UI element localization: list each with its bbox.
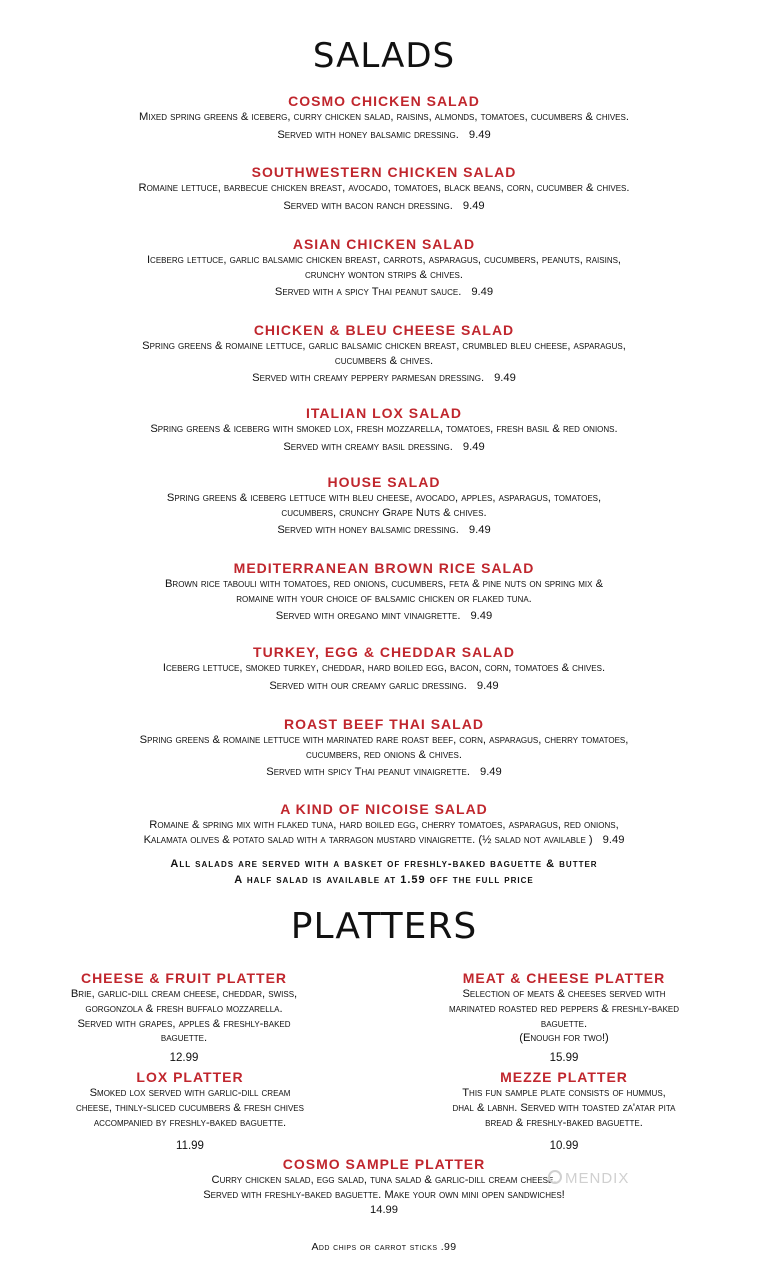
salad-dressing: Served with creamy peppery parmesan dressing. 9.49: [252, 372, 516, 384]
platter-description: bread & freshly-baked baguette.: [485, 1116, 643, 1129]
platter-item: [40, 1068, 340, 1152]
salad-price: 9.49: [468, 128, 491, 141]
platter-description: Curry chicken salad, egg salad, tuna salad & garlic-dill cream cheese.: [211, 1174, 557, 1186]
platter-description: gorgonzola & fresh buffalo mozzarella.: [85, 1002, 283, 1015]
platter-description: Smoked lox served with garlic-dill cream: [89, 1087, 291, 1099]
salad-price: 9.49: [462, 440, 485, 453]
platter-description: dhal & labnh. Served with toasted za'atar pita: [452, 1101, 676, 1114]
salad-description: Spring greens & romaine lettuce with marinated rare roast beef, corn, asparagus, cherry tomatoes,: [139, 734, 629, 746]
salad-notes: [40, 856, 728, 888]
salad-item: [40, 321, 728, 386]
platter-description: Brie, garlic-dill cream cheese, cheddar, swiss,: [70, 988, 298, 1000]
platters-heading: PLATTERS: [290, 906, 478, 947]
platter-price: 10.99: [549, 1140, 579, 1153]
salad-description: cucumbers, crunchy Grape Nuts & chives.: [281, 506, 487, 519]
platter-description: marinated roasted red peppers & freshly-baked: [448, 1002, 680, 1015]
salad-item: [40, 559, 728, 624]
salad-name: ITALIAN LOX SALAD: [306, 405, 462, 421]
salad-item: [40, 715, 728, 780]
salad-dressing: Served with bacon ranch dressing. 9.49: [283, 199, 485, 212]
watermark: MENDIX: [548, 1170, 629, 1187]
salad-description: Brown rice tabouli with tomatoes, red onions, cucumbers, feta & pine nuts on spring mix &: [164, 578, 604, 590]
salad-item: [40, 404, 728, 454]
platter-price: 12.99: [169, 1052, 199, 1065]
salad-description: cucumbers & chives.: [334, 354, 434, 367]
salad-name: SOUTHWESTERN CHICKEN SALAD: [251, 164, 517, 180]
platter-description: Served with grapes, apples & freshly-baked: [77, 1017, 291, 1030]
salad-dressing: Served with spicy Thai peanut vinaigrette. 9.49: [266, 766, 502, 778]
salad-description: Romaine lettuce, barbecue chicken breast, avocado, tomatoes, black beans, corn, cucumber & chives.: [138, 182, 630, 194]
salad-name: ASIAN CHICKEN SALAD: [292, 236, 476, 252]
platter-description: baguette.: [540, 1017, 588, 1030]
platter-price: 11.99: [176, 1140, 204, 1153]
salad-price: 9.49: [602, 833, 625, 846]
salad-name: MEDITERRANEAN BROWN RICE SALAD: [233, 560, 535, 576]
salad-price: 9.49: [476, 679, 499, 692]
salad-name: CHICKEN & BLEU CHEESE SALAD: [253, 322, 515, 338]
platter-description: baguette.: [160, 1032, 208, 1045]
salad-note: A half salad is available at 1.59 off the full price: [234, 874, 534, 886]
salad-name: COSMO CHICKEN SALAD: [288, 93, 480, 109]
salad-description: cucumbers, red onions & chives.: [306, 748, 462, 761]
platter-name: COSMO SAMPLE PLATTER: [282, 1156, 486, 1172]
salad-name: ROAST BEEF THAI SALAD: [284, 716, 484, 732]
salad-dressing: Served with creamy basil dressing. 9.49: [283, 440, 485, 453]
salad-price: 9.49: [470, 610, 493, 622]
salad-item: [40, 92, 728, 142]
salad-price: 9.49: [494, 372, 516, 384]
platter-item: [34, 969, 334, 1064]
salad-dressing: Served with honey balsamic dressing. 9.49: [277, 128, 491, 141]
salad-price: 9.49: [462, 199, 485, 212]
salad-description: crunchy wonton strips & chives.: [305, 268, 463, 281]
platter-name: CHEESE & FRUIT PLATTER: [80, 970, 288, 986]
platter-description: Selection of meats & cheeses served with: [462, 988, 666, 1000]
salad-item: [40, 800, 728, 847]
addon-note: Add chips or carrot sticks .99: [311, 1241, 457, 1253]
salad-description: Kalamata olives & potato salad with a tarragon mustard vinaigrette. (½ salad not available ) 9.49: [143, 833, 625, 846]
salad-description: Spring greens & romaine lettuce, garlic balsamic chicken breast, crumbled bleu cheese, asparagus,: [142, 340, 626, 352]
salad-name: A KIND OF NICOISE SALAD: [280, 801, 488, 817]
platter-description: This fun sample plate consists of hummus,: [462, 1087, 666, 1099]
watermark-logo-icon: [548, 1170, 562, 1184]
platter-description: accompanied by freshly-baked baguette.: [93, 1116, 287, 1129]
salad-description: romaine with your choice of balsamic chicken or flaked tuna.: [236, 592, 532, 605]
platter-name: MEZZE PLATTER: [500, 1069, 628, 1085]
salad-item: [40, 473, 728, 538]
platter-price: 14.99: [370, 1203, 398, 1216]
salad-note: All salads are served with a basket of freshly-baked baguette & butter: [170, 858, 598, 870]
platter-name: LOX PLATTER: [136, 1069, 244, 1085]
salad-description: Spring greens & iceberg lettuce with bleu cheese, avocado, apples, asparagus, tomatoes,: [166, 492, 602, 504]
platter-description: (Enough for two!): [519, 1032, 609, 1045]
platter-item: [414, 1068, 714, 1152]
salad-description: Iceberg lettuce, smoked turkey, cheddar, hard boiled egg, bacon, corn, tomatoes & chives.: [162, 662, 606, 674]
salad-item: [40, 643, 728, 693]
salad-description: Spring greens & iceberg with smoked lox, fresh mozzarella, tomatoes, fresh basil & red onions.: [150, 423, 618, 435]
salad-dressing: Served with a spicy Thai peanut sauce. 9.49: [274, 286, 494, 298]
salad-dressing: Served with our creamy garlic dressing. 9.49: [269, 679, 499, 692]
salad-price: 9.49: [479, 766, 502, 778]
platter-description: Served with freshly-baked baguette. Make your own mini open sandwiches!: [203, 1188, 565, 1201]
salad-item: [40, 163, 728, 213]
salad-name: TURKEY, EGG & CHEDDAR SALAD: [253, 644, 515, 660]
salad-description: Iceberg lettuce, garlic balsamic chicken breast, carrots, asparagus, cucumbers, peanuts, raisins,: [146, 254, 622, 266]
platter-price: 15.99: [549, 1052, 579, 1065]
salad-price: 9.49: [468, 524, 491, 536]
platter-description: cheese, thinly-sliced cucumbers & fresh chives: [76, 1101, 304, 1114]
platter-item: [414, 969, 714, 1064]
salad-description: Mixed spring greens & iceberg, curry chicken salad, raisins, almonds, tomatoes, cucumbers & chives.: [139, 111, 629, 123]
salad-dressing: Served with oregano mint vinaigrette. 9.49: [275, 610, 493, 622]
salad-dressing: Served with honey balsamic dressing. 9.49: [277, 524, 491, 536]
salad-item: [40, 235, 728, 300]
salad-name: HOUSE SALAD: [327, 474, 441, 490]
salad-price: 9.49: [471, 286, 494, 298]
salad-description: Romaine & spring mix with flaked tuna, hard boiled egg, cherry tomatoes, asparagus, red onions,: [149, 819, 619, 831]
salads-heading: SALADS: [312, 36, 456, 76]
platter-name: MEAT & CHEESE PLATTER: [462, 970, 666, 986]
